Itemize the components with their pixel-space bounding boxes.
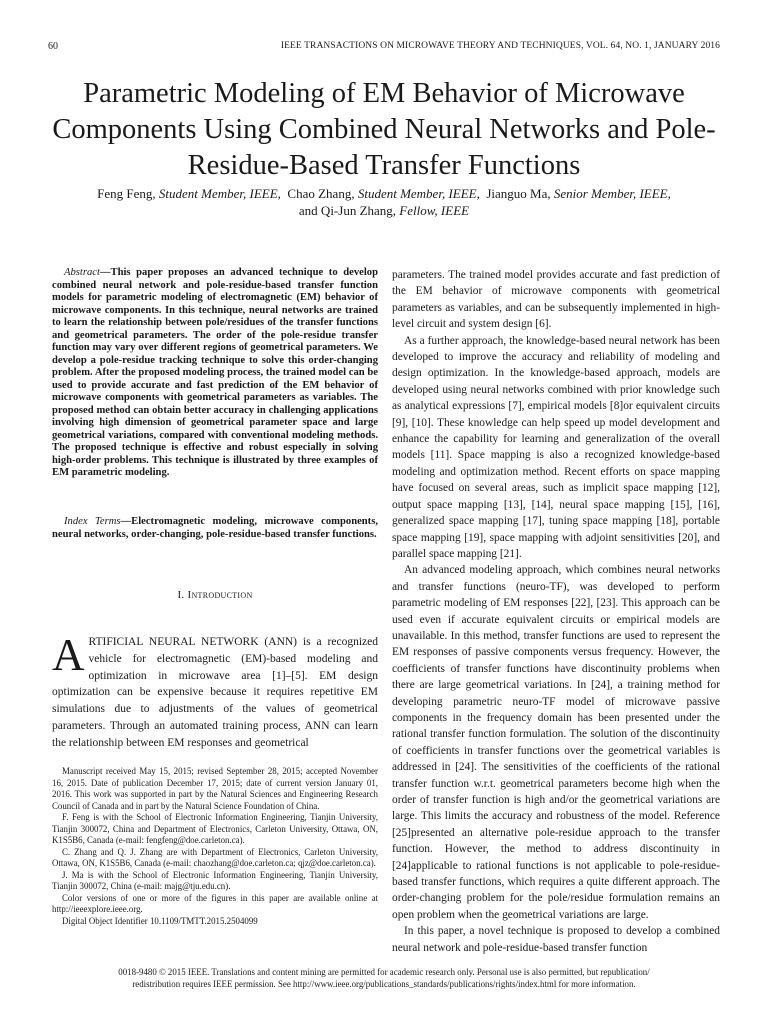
footnotes [52, 766, 378, 927]
introduction-paragraph [52, 630, 378, 752]
footnote: J. Ma is with the School of Electronic Information Engineering, Tianjin University, Tianjin 300072, China (e-mail: majg@tju.edu.cn). [52, 869, 378, 891]
author-name: Feng Feng, [97, 186, 156, 201]
body-paragraph: As a further approach, the knowledge-based neural network has been developed to improve the accuracy and reliability of modeling and design optimization. In the knowledge-based approach, models are developed using neural networks combined with prior knowledge such as analytical expressions [7], empirical models [8]or equivalent circuits [9], [10]. These knowledge can help speed up model development and enhance the capability for learning and generalization of the overall models [11]. Space mapping is also a recognized knowledge-based modeling and optimization method. Recent efforts on space mapping have focused on several areas, such as implicit space mapping [12], output space mapping [13], [14], neural space mapping [15], [16], generalized space mapping [17], tuning space mapping [18], portable space mapping [19], space mapping with adjoint sensitivities [20], and parallel space mapping [21]. [392, 334, 720, 560]
copyright-line: 0018-9480 © 2015 IEEE. Translations and content mining are permitted for academic research only. Personal use is also permitted, but republication/ [118, 967, 650, 977]
copyright-notice [40, 966, 728, 990]
section-number: I. [177, 589, 185, 601]
body-paragraph: An advanced modeling approach, which combines neural networks and transfer functions (neuro-TF), was developed to perform parametric modeling of EM responses [22], [23]. This approach can be used even if accurate equivalent circuits or empirical models are unavailable. In this method, transfer functions are used to represent the EM responses of passive components versus frequency. However, the coefficients of transfer functions have discontinuity problems when there are large geometrical variations. In [24], a training method for developing parametric neuro-TF model of microwave passive components in the frequency domain has been presented under the rational transfer function formulation. The solution of the discontinuity of coefficients in transfer functions over the geometrical variables is addressed in [24]. The sensitivities of the coefficients of the rational transfer function w.r.t. geometrical parameters become high when the order of transfer function is high and/or the geometrical variations are large. This limits the accuracy and robustness of the model. Reference [25]presented an alternative pole-residue approach to the transfer function. However, the method to address discontinuity in [24]applicable to rational functions is not applicable to pole-residue-based transfer functions, which requires a quite different approach. The order-changing problem for the pole/residue formulation remains an open problem when the geometrical variations are large. [392, 564, 720, 921]
drop-cap: A [52, 630, 85, 680]
footnote: F. Feng is with the School of Electronic Information Engineering, Tianjin University, Tianjin 300072, China and Department of Electronics, Carleton University, Ottawa, ON, K1S5B6, Canada (e-mail: fengfeng@doe.carleton.ca). [52, 812, 378, 845]
journal-header: IEEE TRANSACTIONS ON MICROWAVE THEORY AND TECHNIQUES, VOL. 64, NO. 1, JANUARY 2016 [280, 41, 720, 51]
author-list [40, 185, 728, 219]
author-name: Chao Zhang, [287, 186, 355, 201]
index-terms-text: —Electromagnetic modeling, microwave components, neural networks, order-changing, pole-residue-based transfer functions. [52, 516, 378, 540]
right-column [392, 267, 720, 956]
copyright-line: redistribution requires IEEE permission. See http://www.ieee.org/publications_standards/publications/rights/index.html for more information. [132, 979, 636, 989]
section-title: Introduction [187, 589, 253, 601]
author-role: Senior Member, IEEE, [553, 186, 671, 201]
index-terms [52, 516, 378, 541]
body-paragraph: In this paper, a novel technique is proposed to develop a combined neural network and pole-residue-based transfer function [392, 925, 720, 954]
footnote: Digital Object Identifier 10.1109/TMTT.2015.2504099 [62, 915, 258, 926]
page-number: 60 [48, 41, 58, 52]
body-paragraph: parameters. The trained model provides accurate and fast prediction of the EM behavior of microwave components with geometrical parameters as variables, and can be subsequently implemented in high-level circuit and system design [6]. [392, 269, 720, 331]
abstract-lead: Abstract [64, 267, 100, 278]
footnote: C. Zhang and Q. J. Zhang are with Department of Electronics, Carleton University, Ottawa, ON, K1S5B6, Canada (e-mail: chaozhang@doe.carleton.ca; qjz@doe.carleton.ca). [52, 846, 378, 868]
author-name: and Qi-Jun Zhang, [298, 203, 397, 218]
footnote: Manuscript received May 15, 2015; revised September 28, 2015; accepted November 16, 2015. Date of publication December 17, 2015; date of current version January 01, 2016. This work was supported in part by the Natural Sciences and Engineering Research Council of Canada and in part by the Natural Science Foundation of China. [52, 766, 378, 811]
footnote: Color versions of one or more of the figures in this paper are available online at http://ieeexplore.ieee.org. [52, 892, 378, 914]
abstract-text: —This paper proposes an advanced technique to develop combined neural network and pole-residue-based transfer function models for parametric modeling of electromagnetic (EM) behavior of microwave components. In this technique, neural networks are trained to learn the relationship between pole/residues of the transfer functions and geometrical parameters. The order of the pole-residue transfer function may vary over different regions of geometrical parameters. We develop a pole-residue tracking technique to solve this order-changing problem. After the proposed modeling process, the trained model can be used to provide accurate and fast prediction of the EM behavior of microwave components with geometrical parameters as variables. The proposed method can obtain better accuracy in challenging applications involving high dimension of geometrical parameter space and large geometrical variations, compared with conventional modeling methods. The proposed technique is effective and robust especially in solving high-order problems. This technique is illustrated by three examples of EM parametric modeling. [52, 267, 378, 478]
paper-title: Parametric Modeling of EM Behavior of Microwave Components Using Combined Neural Networks and Pole-Residue-Based Transfer Functions [52, 78, 716, 181]
author-name: Jianguo Ma, [486, 186, 551, 201]
abstract [52, 267, 378, 480]
section-heading [52, 589, 378, 601]
author-role: Student Member, IEEE, [158, 186, 281, 201]
introduction-text: RTIFICIAL NEURAL NETWORK (ANN) is a recognized vehicle for electromagnetic (EM)-based modeling and optimization in microwave area [1]–[5]. EM design optimization can be expensive because it requires repetitive EM simulations due to adjustments of the values of geometrical parameters. Through an automated training process, ANN can learn the relationship between EM responses and geometrical [52, 636, 378, 749]
author-role: Student Member, IEEE, [357, 186, 480, 201]
author-role: Fellow, IEEE [399, 203, 470, 218]
index-terms-lead: Index Terms [64, 516, 121, 527]
